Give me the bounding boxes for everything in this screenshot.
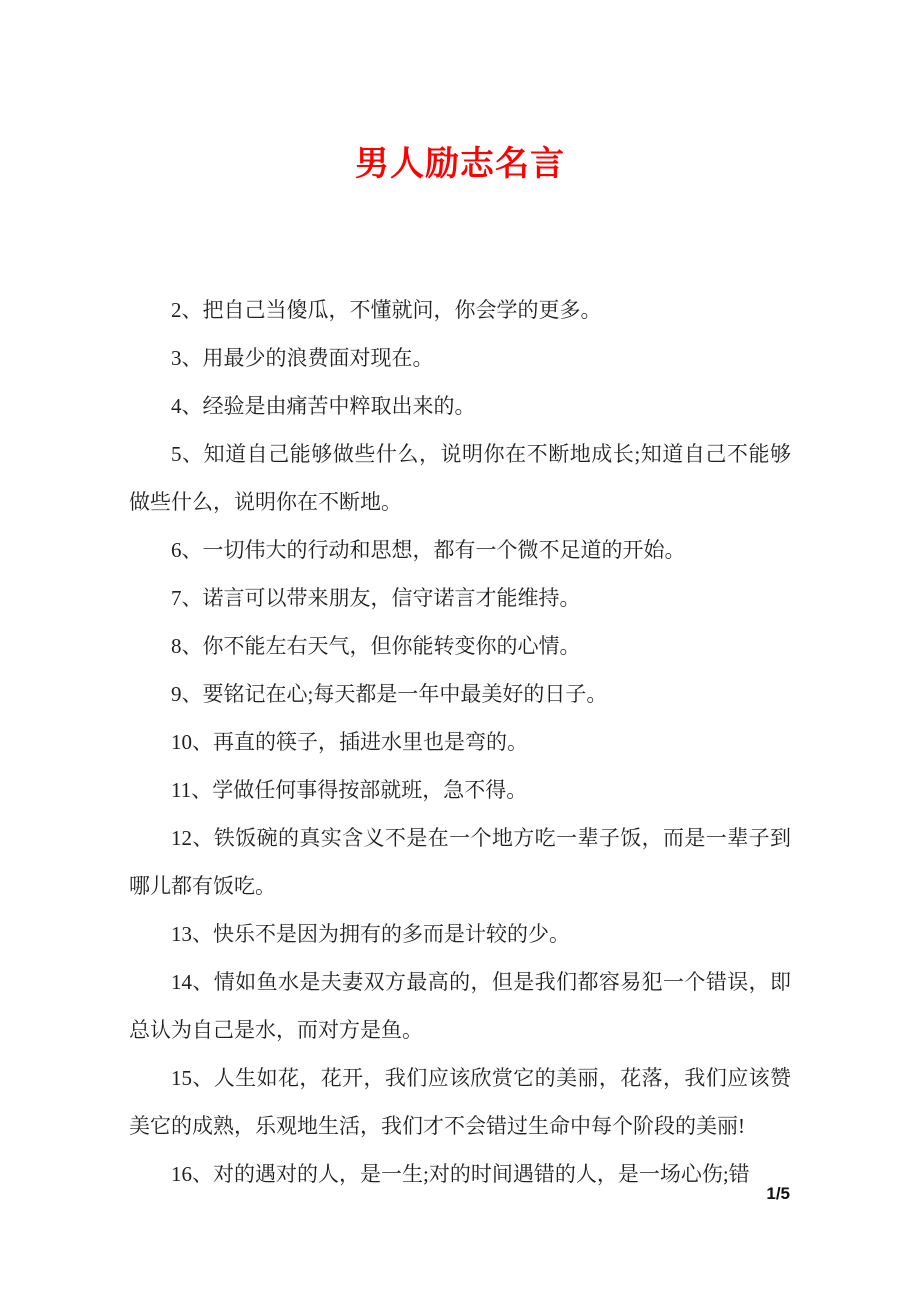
quote-paragraph: 14、情如鱼水是夫妻双方最高的，但是我们都容易犯一个错误，即总认为自己是水，而对方是鱼。	[129, 970, 791, 1042]
quote-paragraph: 16、对的遇对的人，是一生;对的时间遇错的人，是一场心伤;错	[171, 1162, 750, 1186]
quotes-list	[129, 286, 791, 1198]
quote-paragraph: 7、诺言可以带来朋友，信守诺言才能维持。	[171, 586, 581, 610]
quote-paragraph: 13、快乐不是因为拥有的多而是计较的少。	[171, 922, 570, 946]
quote-paragraph: 2、把自己当傻瓜，不懂就问，你会学的更多。	[171, 298, 602, 322]
page-number-indicator: 1/5	[766, 1184, 790, 1203]
quote-paragraph: 12、铁饭碗的真实含义不是在一个地方吃一辈子饭，而是一辈子到哪儿都有饭吃。	[129, 826, 791, 898]
document-title: 男人励志名言	[355, 146, 565, 183]
quote-paragraph: 9、要铭记在心;每天都是一年中最美好的日子。	[171, 682, 608, 706]
quote-paragraph: 3、用最少的浪费面对现在。	[171, 346, 434, 370]
quote-paragraph: 10、再直的筷子，插进水里也是弯的。	[171, 730, 528, 754]
quote-paragraph: 6、一切伟大的行动和思想，都有一个微不足道的开始。	[171, 538, 686, 562]
quote-paragraph: 4、经验是由痛苦中粹取出来的。	[171, 394, 476, 418]
quote-paragraph: 11、学做任何事得按部就班，急不得。	[171, 778, 528, 802]
quote-paragraph: 8、你不能左右天气，但你能转变你的心情。	[171, 634, 581, 658]
quote-paragraph: 5、知道自己能够做些什么，说明你在不断地成长;知道自己不能够做些什么，说明你在不断地。	[129, 442, 791, 514]
quote-paragraph: 15、人生如花，花开，我们应该欣赏它的美丽，花落，我们应该赞美它的成熟，乐观地生活，我们才不会错过生命中每个阶段的美丽!	[129, 1066, 791, 1138]
